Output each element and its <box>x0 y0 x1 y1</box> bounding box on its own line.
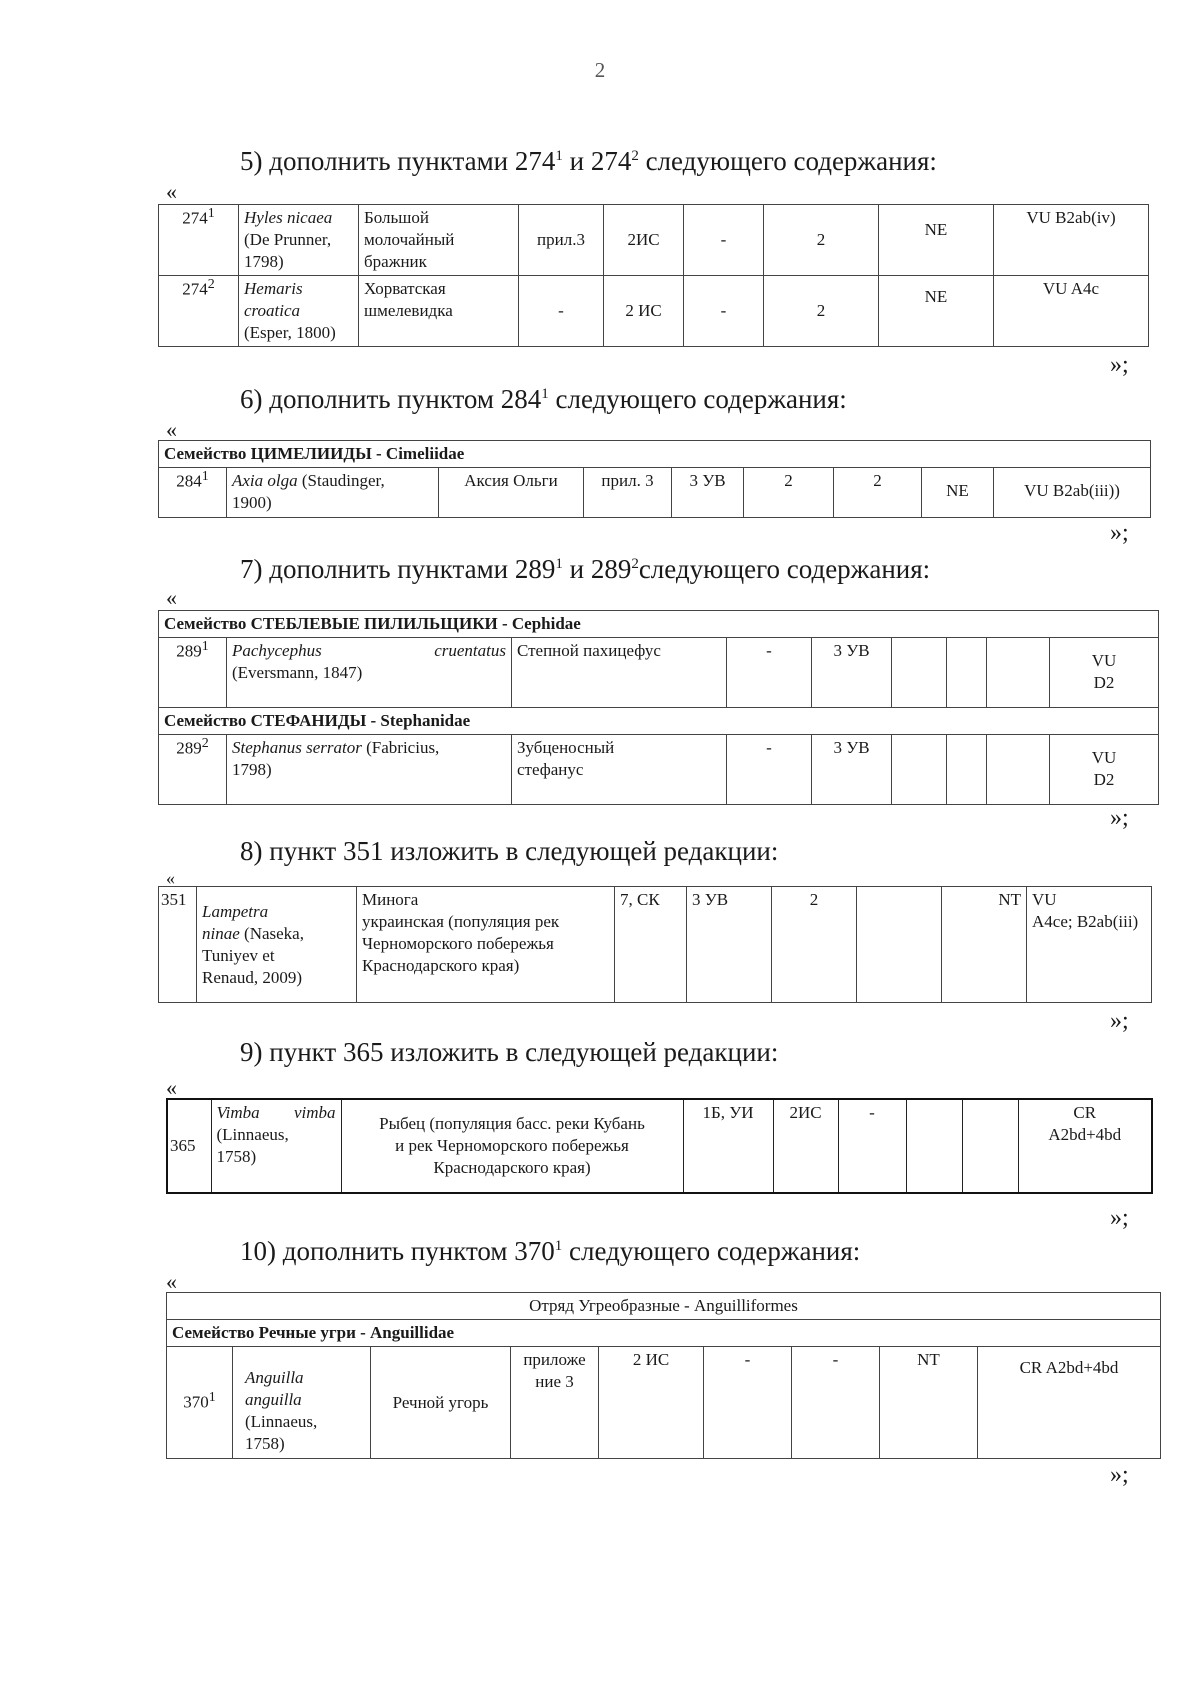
species-latin: Anguilla anguilla (Linnaeus, 1758) <box>233 1347 371 1459</box>
close-quote: »; <box>1110 805 1129 831</box>
species-latin: Vimba vimba (Linnaeus, 1758) <box>211 1099 341 1193</box>
heading-text: следующего содержания: <box>562 1236 861 1266</box>
cell-col4: - <box>727 638 812 708</box>
heading-text: 6) дополнить пунктом 284 <box>240 384 542 414</box>
species-latin: Stephanus serrator (Fabricius, 1798) <box>227 735 512 805</box>
row-number: $289^2$ <box>159 735 227 805</box>
table-row <box>159 638 1159 708</box>
cell-col7 <box>947 638 987 708</box>
species-russian: Аксия Ольги <box>439 468 584 518</box>
open-quote: « <box>166 1075 177 1100</box>
row-number: $289^1$ <box>159 638 227 708</box>
cell-col8 <box>987 735 1050 805</box>
order-row <box>167 1293 1161 1320</box>
cell-col8: NT <box>942 887 1027 1003</box>
cell-col4: - <box>727 735 812 805</box>
family-label: Семейство Речные угри - Anguillidae <box>167 1320 1161 1347</box>
cell-col8: NT <box>880 1347 978 1459</box>
cell-col5: 2 ИС <box>599 1347 704 1459</box>
cell-col9: CR A2bd+4bd <box>1018 1099 1152 1193</box>
superscript: 2 <box>631 148 639 164</box>
open-quote: « <box>166 1269 177 1294</box>
superscript: 1 <box>554 1238 563 1254</box>
cell-col5: 3 УВ <box>672 468 744 518</box>
species-russian: Большой молочайный бражник <box>359 205 519 276</box>
open-quote: « <box>166 585 177 610</box>
species-latin: Hyles nicaea (De Prunner, 1798) <box>239 205 359 276</box>
family-row <box>167 1320 1161 1347</box>
cell-col8 <box>987 638 1050 708</box>
close-quote: »; <box>1110 1205 1129 1231</box>
section-8-heading: 8) пункт 351 изложить в следующей редакции: <box>240 836 779 866</box>
heading-text: следующего содержания: <box>638 554 931 584</box>
heading-text: 7) дополнить пунктами 289 <box>240 554 556 584</box>
cell-col8: NE <box>879 276 994 347</box>
superscript: 2 <box>631 556 639 572</box>
species-latin: Pachycephus cruentatus (Eversmann, 1847) <box>227 638 512 708</box>
species-russian: Степной пахицефус <box>512 638 727 708</box>
heading-text: 5) дополнить пунктами 274 <box>240 146 556 176</box>
cell-col6: - <box>838 1099 906 1193</box>
cell-col6: 2 <box>772 887 857 1003</box>
cell-col9: VU B2ab(iv) <box>994 205 1149 276</box>
section-5-heading <box>240 140 937 177</box>
cell-col4: - <box>519 276 604 347</box>
table-section-5 <box>158 204 1149 347</box>
family-label: Семейство СТЕБЛЕВЫЕ ПИЛИЛЬЩИКИ - Cephidae <box>159 611 1159 638</box>
cell-col5: 3 УВ <box>812 735 892 805</box>
family-row <box>159 441 1151 468</box>
cell-col5: 3 УВ <box>812 638 892 708</box>
cell-col4: прил. 3 <box>584 468 672 518</box>
table-section-6 <box>158 440 1151 518</box>
open-quote: « <box>166 179 177 204</box>
cell-col6: - <box>684 205 764 276</box>
cell-col7: 2 <box>834 468 922 518</box>
row-number: $274^2$ <box>159 276 239 347</box>
cell-col4: 1Б, УИ <box>683 1099 773 1193</box>
cell-col9: VU A4c <box>994 276 1149 347</box>
cell-col6 <box>892 638 947 708</box>
cell-col5: 2 ИС <box>604 276 684 347</box>
page-number: 2 <box>594 58 606 82</box>
row-number: 351 <box>159 887 197 1003</box>
cell-col9: VU D2 <box>1050 638 1159 708</box>
table-section-9 <box>166 1098 1153 1194</box>
heading-text: и 274 <box>562 146 632 176</box>
cell-col7: - <box>792 1347 880 1459</box>
species-russian: Хорватская шмелевидка <box>359 276 519 347</box>
family-label: Семейство СТЕФАНИДЫ - Stephanidae <box>159 708 1159 735</box>
cell-col9: VU D2 <box>1050 735 1159 805</box>
section-6-heading <box>240 378 847 415</box>
family-row <box>159 611 1159 638</box>
heading-text: следующего содержания: <box>548 384 847 414</box>
cell-col4: 7, СК <box>615 887 687 1003</box>
table-section-7 <box>158 610 1159 805</box>
species-latin: Axia olga (Staudinger, 1900) <box>227 468 439 518</box>
superscript: 1 <box>555 556 563 572</box>
cell-col9: VU A4ce; B2ab(iii) <box>1027 887 1152 1003</box>
species-russian: Речной угорь <box>371 1347 511 1459</box>
family-label: Семейство ЦИМЕЛИИДЫ - Cimeliidae <box>159 441 1151 468</box>
table-row <box>167 1099 1152 1193</box>
superscript: 1 <box>555 148 563 164</box>
table-row <box>159 276 1149 347</box>
close-quote: »; <box>1110 352 1129 378</box>
superscript: 1 <box>541 386 549 402</box>
cell-col4: прил.3 <box>519 205 604 276</box>
species-russian: Минога украинская (популяция рек Черноморского побережья Краснодарского края) <box>357 887 615 1003</box>
cell-col6: 2 <box>744 468 834 518</box>
species-russian: Зубценосный стефанус <box>512 735 727 805</box>
section-10-heading <box>240 1230 860 1267</box>
table-row <box>159 468 1151 518</box>
table-section-10 <box>166 1292 1161 1459</box>
species-russian: Рыбец (популяция басс. реки Кубань и рек Черноморского побережья Краснодарского края) <box>341 1099 683 1193</box>
cell-col6 <box>892 735 947 805</box>
row-number: 365 <box>167 1099 211 1193</box>
species-latin: Lampetra ninae (Naseka, Tuniyev et Renaud, 2009) <box>197 887 357 1003</box>
table-row <box>159 887 1152 1003</box>
cell-col8 <box>962 1099 1018 1193</box>
heading-text: 10) дополнить пунктом 370 <box>240 1236 555 1266</box>
heading-text: и 289 <box>562 554 632 584</box>
cell-col7: 2 <box>764 276 879 347</box>
cell-col7 <box>857 887 942 1003</box>
row-number: $370^1$ <box>167 1347 233 1459</box>
family-row <box>159 708 1159 735</box>
row-number: $284^1$ <box>159 468 227 518</box>
cell-col5: 3 УВ <box>687 887 772 1003</box>
table-row <box>159 735 1159 805</box>
cell-col6: - <box>704 1347 792 1459</box>
close-quote: »; <box>1110 520 1129 546</box>
cell-col8: NE <box>879 205 994 276</box>
cell-col5: 2ИС <box>773 1099 838 1193</box>
cell-col7 <box>947 735 987 805</box>
cell-col4: приложе ние 3 <box>511 1347 599 1459</box>
order-label: Отряд Угреобразные - Anguilliformes <box>167 1293 1161 1320</box>
open-quote: « <box>166 868 175 888</box>
cell-col5: 2ИС <box>604 205 684 276</box>
section-7-heading <box>240 548 930 585</box>
table-section-8 <box>158 886 1152 1003</box>
species-latin: Hemaris croatica (Esper, 1800) <box>239 276 359 347</box>
cell-col7 <box>906 1099 962 1193</box>
cell-col7: 2 <box>764 205 879 276</box>
cell-col8: NE <box>922 468 994 518</box>
cell-col9: VU B2ab(iii)) <box>994 468 1151 518</box>
row-number: $274^1$ <box>159 205 239 276</box>
table-row <box>159 205 1149 276</box>
table-row <box>167 1347 1161 1459</box>
section-9-heading: 9) пункт 365 изложить в следующей редакции: <box>240 1037 779 1067</box>
heading-text: следующего содержания: <box>638 146 937 176</box>
open-quote: « <box>166 417 177 442</box>
close-quote: »; <box>1110 1008 1129 1034</box>
cell-col9: CR A2bd+4bd <box>978 1347 1161 1459</box>
cell-col6: - <box>684 276 764 347</box>
close-quote: »; <box>1110 1462 1129 1488</box>
